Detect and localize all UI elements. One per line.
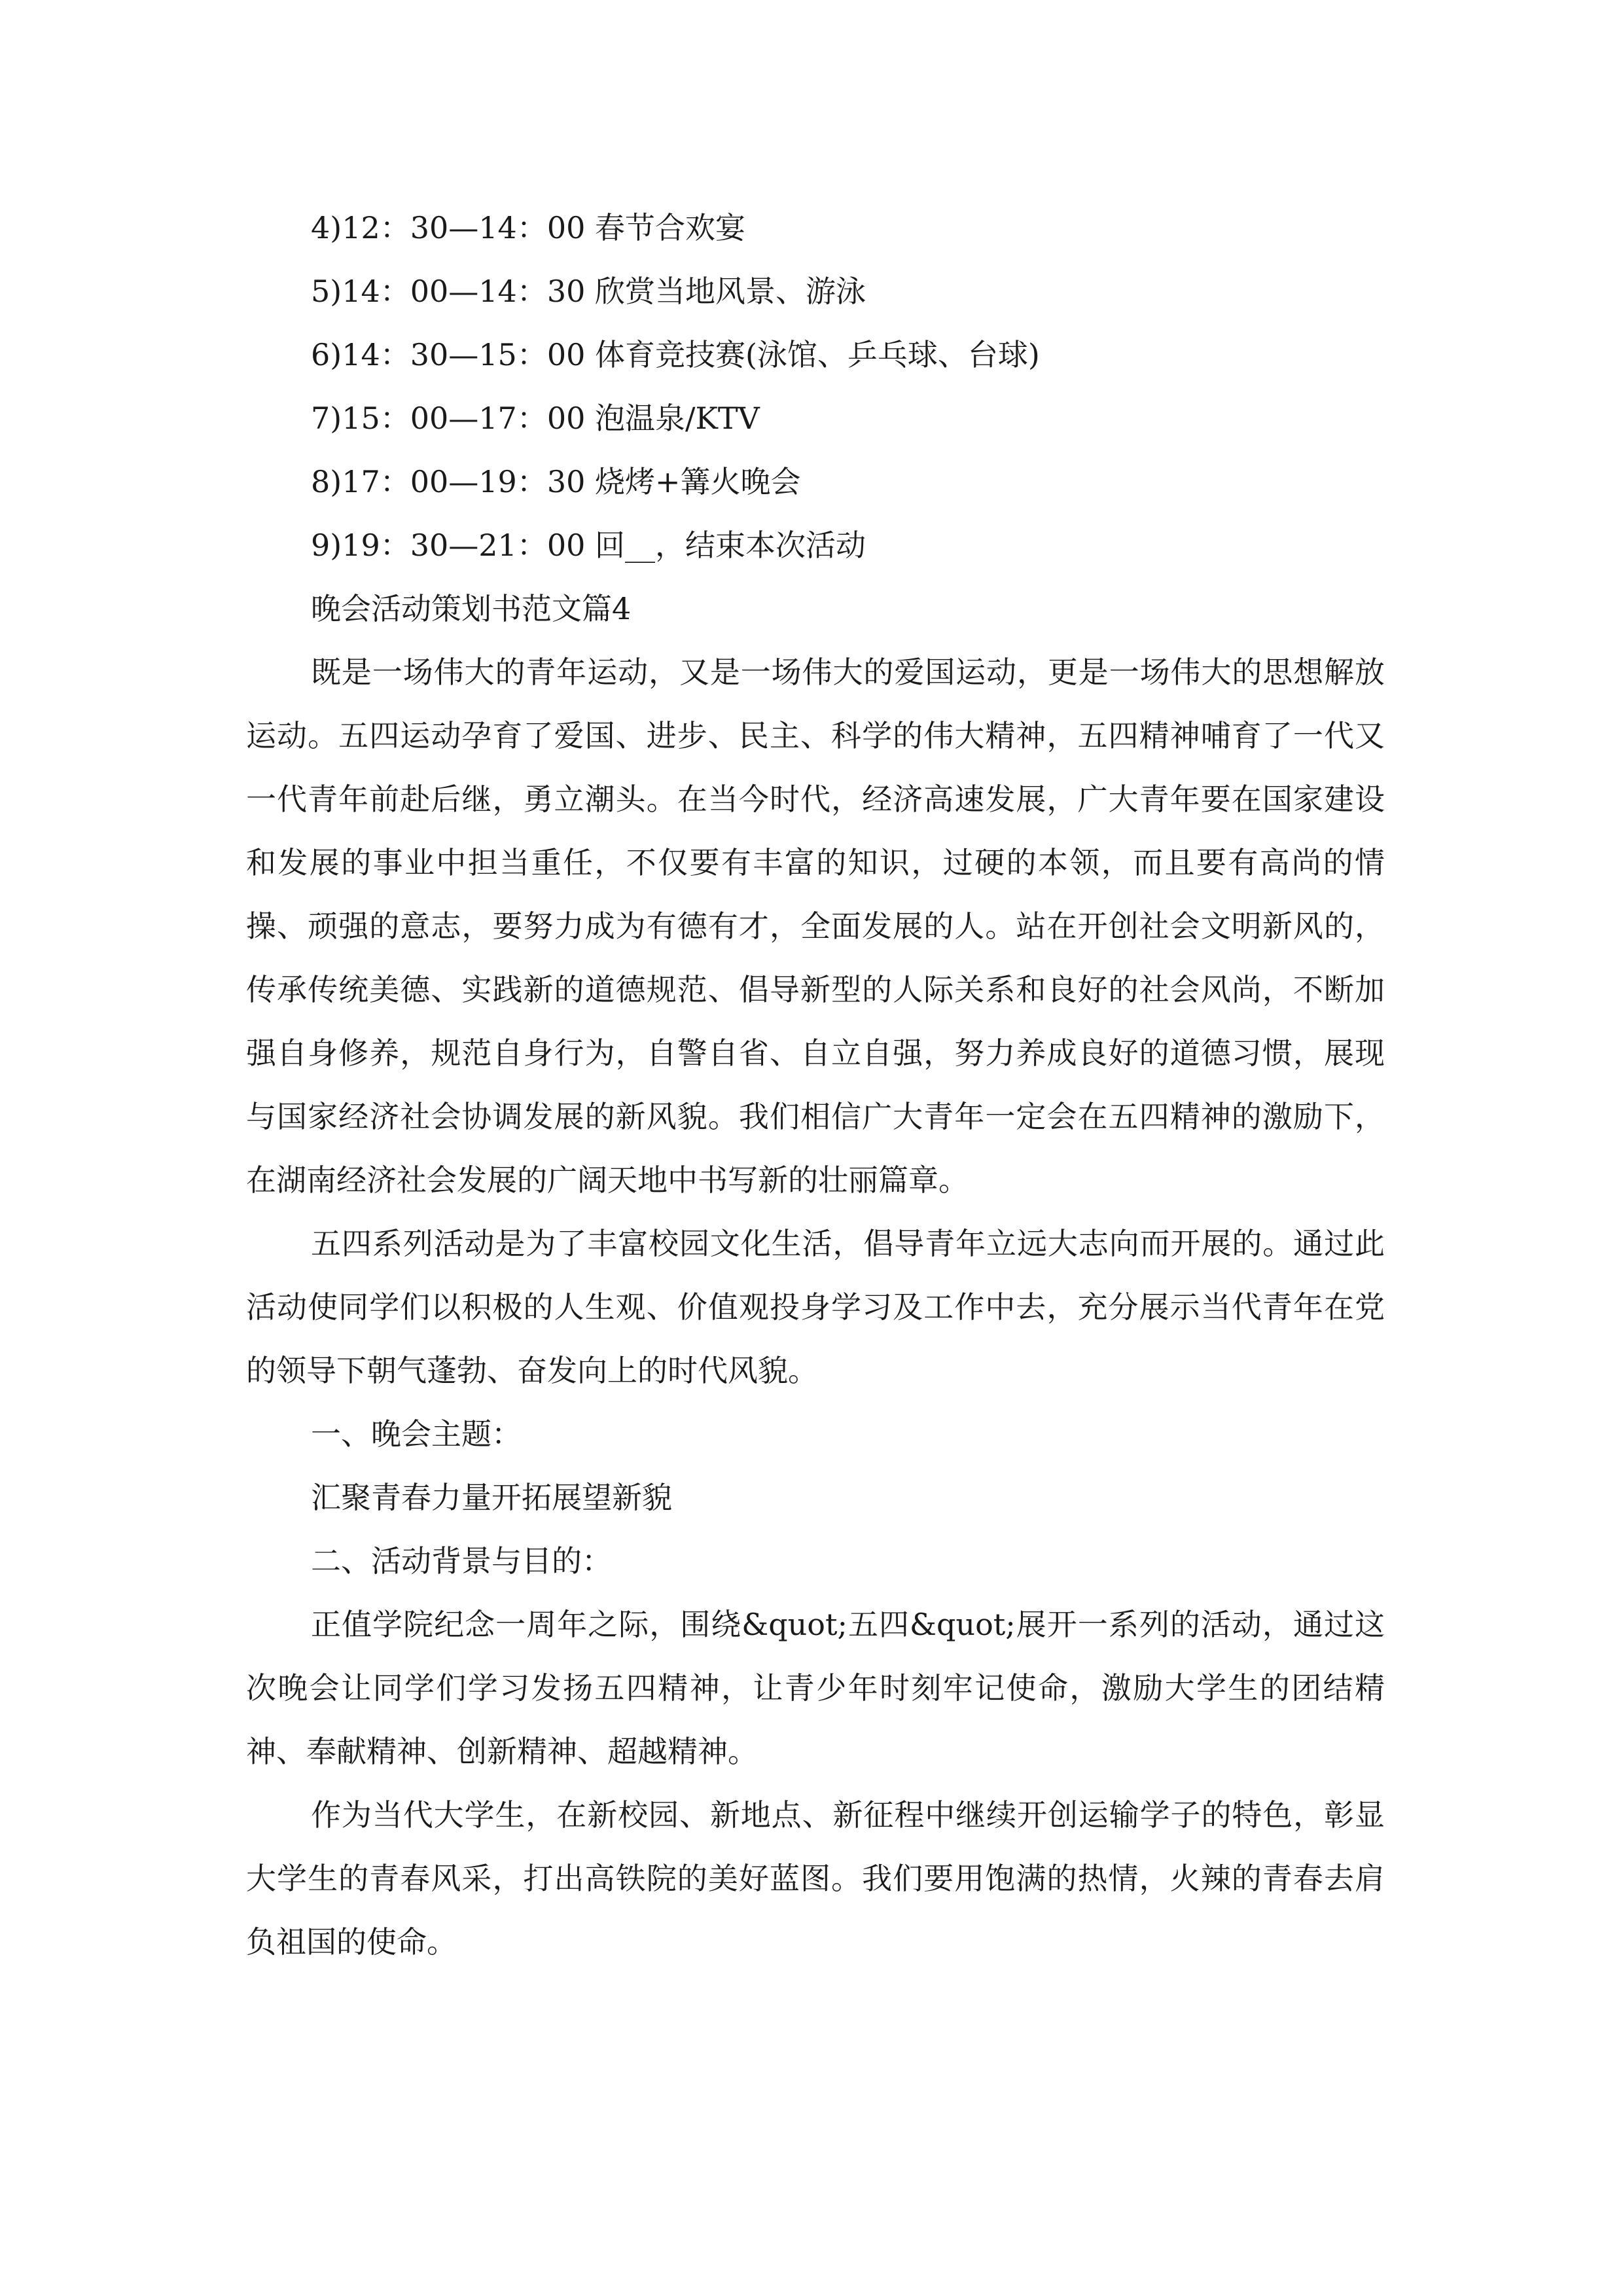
schedule-item-4: 4)12：30—14：00 春节合欢宴 <box>311 210 745 245</box>
schedule-item-5: 5)14：00—14：30 欣赏当地风景、游泳 <box>311 274 866 309</box>
document-body <box>246 196 1385 1974</box>
schedule-item-8: 8)17：00—19：30 烧烤+篝火晚会 <box>311 464 801 499</box>
heading-background: 二、活动背景与目的： <box>311 1543 612 1579</box>
schedule-item-7: 7)15：00—17：00 泡温泉/KTV <box>311 401 760 436</box>
theme-text: 汇聚青春力量开拓展望新貌 <box>311 1480 672 1515</box>
paragraph-mission: 作为当代大学生，在新校园、新地点、新征程中继续开创运输学子的特色，彰显大学生的青春风采，打出高铁院的美好蓝图。我们要用饱满的热情，火辣的青春去肩负祖国的使命。 <box>246 1797 1385 1960</box>
heading-theme: 一、晚会主题： <box>311 1416 522 1452</box>
paragraph-background: 正值学院纪念一周年之际，围绕&quot;五四&quot;展开一系列的活动，通过这次晚会让同学们学习发扬五四精神，让青少年时刻牢记使命，激励大学生的团结精神、奉献精神、创新精神、超越精神。 <box>246 1607 1385 1769</box>
section-title: 晚会活动策划书范文篇4 <box>311 591 632 626</box>
schedule-item-9: 9)19：30—21：00 回__，结束本次活动 <box>311 528 866 563</box>
paragraph-activity-purpose: 五四系列活动是为了丰富校园文化生活，倡导青年立远大志向而开展的。通过此活动使同学们以积极的人生观、价值观投身学习及工作中去，充分展示当代青年在党的领导下朝气蓬勃、奋发向上的时代风貌。 <box>246 1226 1385 1388</box>
paragraph-wusi-spirit: 既是一场伟大的青年运动，又是一场伟大的爱国运动，更是一场伟大的思想解放运动。五四运动孕育了爱国、进步、民主、科学的伟大精神，五四精神哺育了一代又一代青年前赴后继，勇立潮头。在当今时代，经济高速发展，广大青年要在国家建设和发展的事业中担当重任，不仅要有丰富的知识，过硬的本领，而且要有高尚的情操、顽强的意志，要努力成为有德有才，全面发展的人。站在开创社会文明新风的，传承传统美德、实践新的道德规范、倡导新型的人际关系和良好的社会风尚，不断加强自身修养，规范自身行为，自警自省、自立自强，努力养成良好的道德习惯，展现与国家经济社会协调发展的新风貌。我们相信广大青年一定会在五四精神的激励下，在湖南经济社会发展的广阔天地中书写新的壮丽篇章。 <box>246 655 1385 1198</box>
schedule-item-6: 6)14：30—15：00 体育竞技赛(泳馆、乒乓球、台球) <box>311 337 1040 372</box>
